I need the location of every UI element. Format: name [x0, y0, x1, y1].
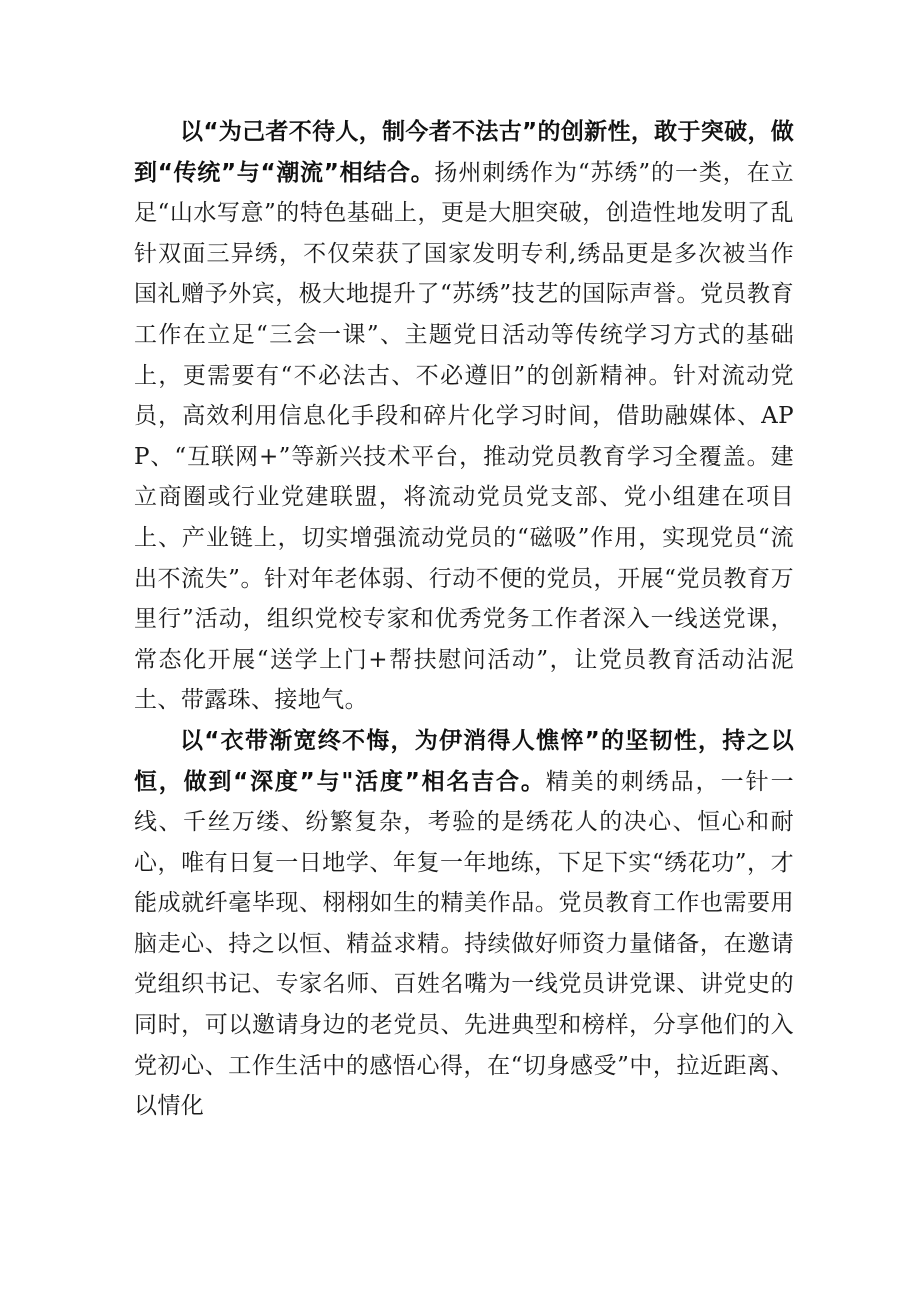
paragraph-1-lead: 以“为己者不待人，制今者不法古”的创新性，敢于突破，做到“传统”与“潮流”相结合。: [134, 119, 794, 186]
paragraph-2-lead: 以“衣带渐宽终不悔，为伊消得人憔悴”的坚韧性，持之以恒，做到“深度”与"活度”相名吉合。: [134, 727, 794, 795]
document-body: [134, 112, 794, 1127]
paragraph-2: [134, 721, 794, 1127]
paragraph-2-body: 精美的刺绣品，一针一线、千丝万缕、纷繁复杂，考验的是绣花人的决心、恒心和耐心，唯有日复一日地学、年复一年地练，下足下实“绣花功”，才能成就纤毫毕现、栩栩如生的精美作品。党员教育工作也需要用脑走心、持之以恒、精益求精。持续做好师资力量储备，在邀请党组织书记、专家名师、百姓名嘴为一线党员讲党课、讲党史的同时，可以邀请身边的老党员、先进典型和榜样，分享他们的入党初心、工作生活中的感悟心得，在“切身感受”中，拉近距离、以情化: [134, 768, 794, 1120]
paragraph-1-body: 扬州刺绣作为“苏绣”的一类，在立足“山水写意”的特色基础上，更是大胆突破，创造性地发明了乱针双面三异绣，不仅荣获了国家发明专利,绣品更是多次被当作国礼赠予外宾，极大地提升了“苏绣”技艺的国际声誉。党员教育工作在立足“三会一课”、主题党日活动等传统学习方式的基础上，更需要有“不必法古、不必遵旧”的创新精神。针对流动党员，高效利用信息化手段和碎片化学习时间，借助融媒体、APP、“互联网+”等新兴技术平台，推动党员教育学习全覆盖。建立商圈或行业党建联盟，将流动党员党支部、党小组建在项目上、产业链上，切实增强流动党员的“磁吸”作用，实现党员“流出不流失”。针对年老体弱、行动不便的党员，开展“党员教育万里行”活动，组织党校专家和优秀党务工作者深入一线送党课，常态化开展“送学上门+帮扶慰问活动”，让党员教育活动沾泥土、带露珠、接地气。: [134, 159, 795, 714]
paragraph-1: [134, 112, 794, 721]
